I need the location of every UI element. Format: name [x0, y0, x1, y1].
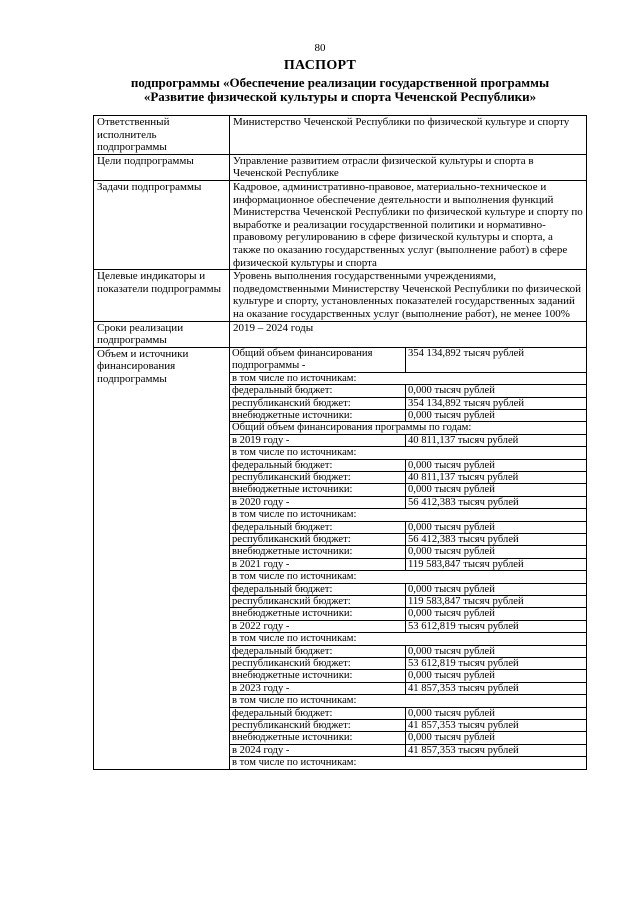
year-total: 40 811,137 тысяч рублей [406, 434, 587, 446]
passport-table [93, 115, 587, 770]
republic-value: 354 134,892 тысяч рублей [406, 397, 587, 409]
republic-value: 41 857,353 тысяч рублей [406, 720, 587, 732]
financing-label: Объем и источники финансирования подпрограммы [94, 347, 230, 769]
year-label: в 2023 году - [230, 682, 406, 694]
year-row [230, 744, 586, 756]
federal-value: 0,000 тысяч рублей [406, 645, 587, 657]
row-label: Сроки реализации подпрограммы [94, 321, 230, 347]
year-row [230, 682, 586, 694]
sources-header: в том числе по источникам: [230, 633, 586, 645]
table-row [94, 180, 587, 269]
year-total: 41 857,353 тысяч рублей [406, 744, 587, 756]
sources-header-row [230, 695, 586, 707]
financing-table [230, 348, 586, 769]
sources-header-row [230, 509, 586, 521]
federal-label: федеральный бюджет: [230, 385, 406, 397]
extra-value: 0,000 тысяч рублей [406, 546, 587, 558]
source-row [230, 533, 586, 545]
extra-label: внебюджетные источники: [230, 670, 406, 682]
financing-total-value: 354 134,892 тысяч рублей [406, 348, 587, 373]
years-header: Общий объем финансирования программы по годам: [230, 422, 586, 434]
republic-value: 40 811,137 тысяч рублей [406, 471, 587, 483]
financing-total-label: Общий объем финансирования подпрограммы - [230, 348, 406, 373]
sources-header: в том числе по источникам: [230, 757, 586, 769]
financing-row [94, 347, 587, 769]
year-label: в 2019 году - [230, 434, 406, 446]
sources-header: в том числе по источникам: [230, 571, 586, 583]
extra-label: внебюджетные источники: [230, 546, 406, 558]
federal-value: 0,000 тысяч рублей [406, 521, 587, 533]
table-row [94, 270, 587, 321]
source-row [230, 645, 586, 657]
federal-value: 0,000 тысяч рублей [406, 583, 587, 595]
federal-label: федеральный бюджет: [230, 645, 406, 657]
source-row [230, 459, 586, 471]
source-row [230, 521, 586, 533]
federal-label: федеральный бюджет: [230, 459, 406, 471]
federal-label: федеральный бюджет: [230, 583, 406, 595]
sources-header-row [230, 633, 586, 645]
source-row [230, 546, 586, 558]
extra-value: 0,000 тысяч рублей [406, 670, 587, 682]
sources-header-row [230, 447, 586, 459]
extra-value: 0,000 тысяч рублей [406, 409, 587, 421]
year-row [230, 434, 586, 446]
sources-header: в том числе по источникам: [230, 695, 586, 707]
republic-label: республиканский бюджет: [230, 720, 406, 732]
source-row [230, 658, 586, 670]
source-row [230, 583, 586, 595]
financing-total-row [230, 348, 586, 373]
year-total: 119 583,847 тысяч рублей [406, 558, 587, 570]
row-value: 2019 – 2024 годы [230, 321, 587, 347]
extra-value: 0,000 тысяч рублей [406, 484, 587, 496]
row-value: Уровень выполнения государственными учреждениями, подведомственными Министерству Чеченской Республики по физической культуре и спорту, установленных показателей государственных заданий на оказание государственных услуг (выполнение работ), не менее 100% [230, 270, 587, 321]
republic-value: 119 583,847 тысяч рублей [406, 596, 587, 608]
source-row [230, 670, 586, 682]
federal-label: федеральный бюджет: [230, 707, 406, 719]
extra-value: 0,000 тысяч рублей [406, 732, 587, 744]
page-subtitle [40, 76, 640, 104]
row-label: Цели подпрограммы [94, 154, 230, 180]
year-row [230, 558, 586, 570]
year-label: в 2024 году - [230, 744, 406, 756]
source-row [230, 409, 586, 421]
year-total: 53 612,819 тысяч рублей [406, 620, 587, 632]
source-row [230, 484, 586, 496]
sources-header-row [230, 757, 586, 769]
page-number: 80 [314, 42, 326, 54]
republic-label: республиканский бюджет: [230, 471, 406, 483]
republic-label: республиканский бюджет: [230, 533, 406, 545]
federal-label: федеральный бюджет: [230, 521, 406, 533]
financing-cell [230, 347, 587, 769]
republic-label: республиканский бюджет: [230, 397, 406, 409]
year-total: 41 857,353 тысяч рублей [406, 682, 587, 694]
row-value: Министерство Чеченской Республики по физической культуре и спорту [230, 116, 587, 155]
source-row [230, 707, 586, 719]
extra-label: внебюджетные источники: [230, 484, 406, 496]
row-label: Задачи подпрограммы [94, 180, 230, 269]
source-row [230, 732, 586, 744]
row-value: Управление развитием отрасли физической культуры и спорта в Чеченской Республике [230, 154, 587, 180]
source-row [230, 397, 586, 409]
republic-value: 53 612,819 тысяч рублей [406, 658, 587, 670]
sources-header-row [230, 372, 586, 384]
federal-value: 0,000 тысяч рублей [406, 459, 587, 471]
extra-label: внебюджетные источники: [230, 732, 406, 744]
republic-value: 56 412,383 тысяч рублей [406, 533, 587, 545]
source-row [230, 385, 586, 397]
sources-header: в том числе по источникам: [230, 447, 586, 459]
extra-value: 0,000 тысяч рублей [406, 608, 587, 620]
sources-header-row [230, 571, 586, 583]
federal-value: 0,000 тысяч рублей [406, 385, 587, 397]
year-label: в 2022 году - [230, 620, 406, 632]
federal-value: 0,000 тысяч рублей [406, 707, 587, 719]
republic-label: республиканский бюджет: [230, 658, 406, 670]
page-title: ПАСПОРТ [283, 58, 357, 73]
year-row [230, 496, 586, 508]
year-label: в 2021 году - [230, 558, 406, 570]
sources-header: в том числе по источникам: [230, 372, 586, 384]
table-row [94, 154, 587, 180]
row-value: Кадровое, административно-правовое, материально-техническое и информационное обеспечение деятельности и выполнения функций Министерства Чеченской Республики по физической культуре и спорту по выработке и реализации государственной политики и нормативно-правовому регулированию в сфере физической культуры и спорта, а также по оказанию государственных услуг (выполнение работ) в сфере физической культуры и спорта [230, 180, 587, 269]
year-total: 56 412,383 тысяч рублей [406, 496, 587, 508]
source-row [230, 471, 586, 483]
row-label: Ответственный исполнитель подпрограммы [94, 116, 230, 155]
years-header-row [230, 422, 586, 434]
republic-label: республиканский бюджет: [230, 596, 406, 608]
year-label: в 2020 году - [230, 496, 406, 508]
extra-label: внебюджетные источники: [230, 608, 406, 620]
year-row [230, 620, 586, 632]
source-row [230, 720, 586, 732]
subtitle-line-1: подпрограммы «Обеспечение реализации государственной программы [130, 75, 550, 90]
table-row [94, 116, 587, 155]
extra-label: внебюджетные источники: [230, 409, 406, 421]
source-row [230, 596, 586, 608]
table-row [94, 321, 587, 347]
row-label: Целевые индикаторы и показатели подпрограммы [94, 270, 230, 321]
source-row [230, 608, 586, 620]
sources-header: в том числе по источникам: [230, 509, 586, 521]
subtitle-line-2: «Развитие физической культуры и спорта Чеченской Республики» [143, 89, 537, 104]
